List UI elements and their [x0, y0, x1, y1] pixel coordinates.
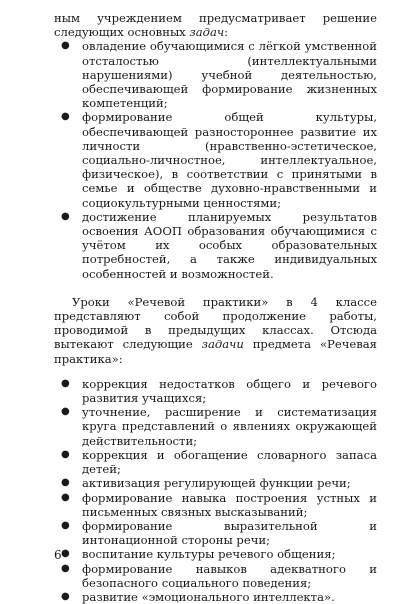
list-item-text: формирование навыков адекватного и безопасного социального поведения; [82, 561, 377, 590]
bullet-icon: ● [61, 477, 70, 489]
paragraph-text: Уроки «Речевой практики» в 4 классе представляют собой продолжение работы, проводимой в предыдущих классах. Отсюда вытекают следующие [54, 294, 377, 352]
list-item-text: воспитание культуры речевого общения; [82, 547, 336, 562]
list-item [54, 210, 377, 281]
paragraph-tail: : [224, 25, 229, 40]
list-item-text: коррекция недостатков общего и речевого развития учащихся; [82, 376, 377, 406]
list-item [54, 491, 377, 519]
list-item [54, 590, 377, 604]
list-item-text: формирование общей культуры, обеспечивающей разностороннее развитие их личности (нравственно-эстетическое, социально-личностное, интеллектуальное, физическое), в соответствии с принятыми в семье и обществе духовно-нравственными и социокультурными ценностями; [82, 110, 377, 210]
list-item [54, 562, 377, 590]
list-item-text: формирование навыка построения устных и письменных связных высказываний; [82, 490, 377, 519]
bullet-icon: ● [61, 40, 70, 52]
bullet-icon: ● [61, 562, 70, 574]
emphasis-word: задачи [201, 337, 244, 352]
bullet-icon: ● [61, 406, 70, 418]
paragraph-text: ным учреждением предусматривает решение следующих основных [54, 11, 377, 40]
bullet-icon: ● [61, 519, 70, 531]
list-item [54, 448, 377, 476]
list-item [54, 519, 377, 547]
list-item-text: формирование выразительной и интонационной стороны речи; [82, 518, 377, 548]
bullet-icon: ● [61, 590, 70, 602]
list-item [54, 377, 377, 405]
bullet-list-goals [54, 39, 377, 280]
page-body [54, 11, 377, 604]
list-item [54, 476, 377, 490]
bullet-icon: ● [61, 491, 70, 503]
page-number: 6 [54, 548, 62, 562]
bullet-icon: ● [61, 210, 70, 222]
emphasis-word: задач [189, 25, 225, 40]
list-item [54, 39, 377, 110]
bullet-icon: ● [61, 377, 70, 389]
list-item [54, 405, 377, 448]
bullet-icon: ● [61, 111, 70, 123]
list-item-text: развитие «эмоционального интеллекта». [82, 589, 335, 604]
list-item [54, 547, 377, 561]
list-item-text: уточнение, расширение и систематизация круга представлений о явлениях окружающей действительности; [82, 405, 377, 448]
bullet-icon: ● [61, 548, 70, 560]
list-item [54, 110, 377, 209]
list-item-text: овладение обучающимися с лёгкой умственной отсталостью (интеллектуальными нарушениями) учебной деятельностью, обеспечивающей формирование жизненных компетенций; [82, 39, 377, 111]
bullet-list-tasks [54, 377, 377, 604]
bullet-icon: ● [61, 448, 70, 460]
list-item-text: коррекция и обогащение словарного запаса детей; [82, 447, 377, 477]
paragraph-intro-1 [54, 11, 377, 39]
list-item-text: достижение планируемых результатов освоения АООП образования обучающимися с учётом их особых образовательных потребностей, а также индивидуальных особенностей и возможностей. [82, 209, 377, 281]
paragraph-tail: предмета «Речевая практика»: [54, 337, 377, 366]
list-item-text: активизация регулирующей функции речи; [82, 476, 351, 491]
paragraph-intro-2 [54, 295, 377, 366]
